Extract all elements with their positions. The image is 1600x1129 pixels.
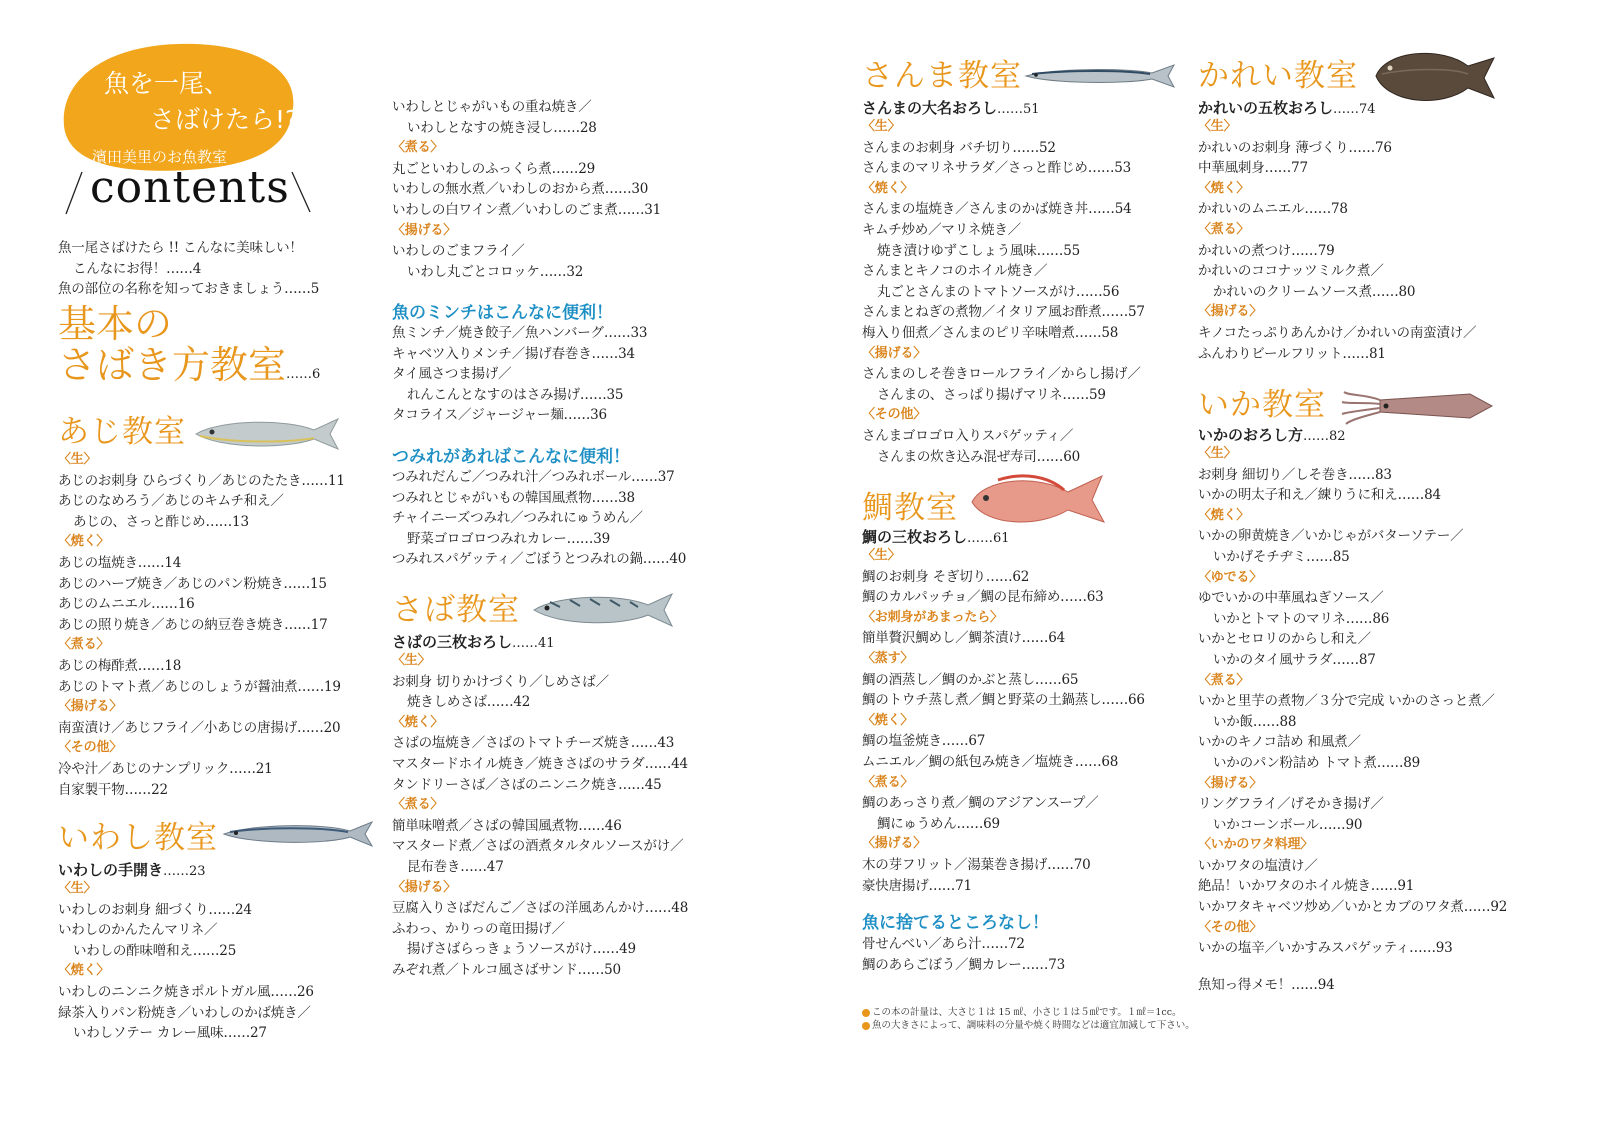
sanma-list	[862, 117, 1145, 467]
list-item: 豆腐入りさばだんご／さばの洋風あんかけ……48	[392, 900, 689, 917]
list-item: いかのタイ風サラダ……87	[1213, 651, 1376, 668]
note-2: 魚の大きさによって、調味料の分量や焼く時間などは適宜加減して下さい。	[872, 1020, 1195, 1031]
list-item: いわしとじゃがいもの重ね焼き／	[392, 99, 592, 115]
saba-sub-title: さばの三枚おろし	[392, 633, 513, 651]
notes	[862, 1006, 1195, 1032]
list-item: 昆布巻き……47	[407, 858, 504, 875]
list-item: 緑茶入りパン粉焼き／いわしのかば焼き／	[58, 1004, 311, 1021]
note-line	[862, 1006, 1195, 1019]
karei-list	[1198, 117, 1476, 364]
category-label: 〈生〉	[58, 452, 97, 467]
list-item: 鯛のあらごぼう／鯛カレー……73	[862, 956, 1065, 973]
list-item: かれいのお刺身 薄づくり……76	[1198, 139, 1392, 156]
list-item: あじの梅酢煮……18	[58, 657, 182, 674]
list-item: 丸ごとさんまのトマトソースがけ……56	[877, 283, 1120, 300]
category-label: 〈ゆでる〉	[1198, 569, 1263, 585]
tsumire-heading: つみれがあればこんなに便利！	[392, 447, 630, 467]
karei-heading: かれい教室	[1198, 58, 1358, 94]
list-item: 鯛のあっさり煮／鯛のアジアンスープ／	[862, 795, 1099, 812]
tai-sub-title: 鯛の三枚おろし	[862, 528, 968, 546]
category-label: 〈お刺身があまったら〉	[862, 609, 1003, 625]
category-label: 〈その他〉	[862, 407, 927, 423]
list-item: マスタード煮／さばの酒煮タルタルソースがけ／	[392, 838, 684, 855]
list-item: タコライス／ジャージャー麺……36	[392, 407, 607, 424]
category-label: 〈煮る〉	[392, 140, 444, 156]
category-label: 〈揚げる〉	[58, 699, 123, 715]
sanma-sub-title: さんまの大名おろし	[862, 99, 998, 117]
category-label: 〈その他〉	[1198, 919, 1263, 935]
list-item: あじのなめろう／あじのキムチ和え／	[58, 493, 284, 510]
karei-fish-icon	[1372, 44, 1497, 110]
list-item: かれいのムニエル……78	[1198, 201, 1348, 218]
intro-item: 魚一尾さばけたら !! こんなに美味しい！	[58, 240, 303, 256]
note-1: この本の計量は、大さじ１は 15 ㎖、小さじ１は５㎖です。１㎖＝1cc。	[872, 1007, 1182, 1018]
list-item: 豪快唐揚げ……71	[862, 877, 972, 894]
category-label: 〈揚げる〉	[862, 345, 927, 361]
category-label: 〈焼く〉	[1198, 180, 1250, 196]
list-item: タイ風さつま揚げ／	[392, 366, 512, 383]
list-item: 焼き漬けゆずこしょう風味……55	[877, 242, 1080, 259]
list-item: あじのハーブ焼き／あじのパン粉焼き……15	[58, 575, 327, 592]
category-label: 〈煮る〉	[58, 637, 110, 653]
list-item: ふんわりビールフリット……81	[1198, 345, 1386, 362]
list-item: 簡単贅沢鯛めし／鯛茶漬け……64	[862, 630, 1065, 647]
category-label: 〈焼く〉	[862, 180, 914, 196]
list-item: つみれとじゃがいもの韓国風煮物……38	[392, 489, 635, 506]
list-item: リングフライ／げそかき揚げ／	[1198, 796, 1384, 813]
list-item: いか飯……88	[1213, 713, 1297, 730]
category-label: 〈焼く〉	[862, 712, 914, 728]
karei-sub-title: かれいの五枚おろし	[1198, 99, 1334, 117]
list-item: いわしの白ワイン煮／いわしのごま煮……31	[392, 201, 662, 218]
iwashi-sub-title: いわしの手開き	[58, 861, 164, 879]
col2-list	[392, 97, 661, 282]
category-label: 〈いかのワタ料理〉	[1198, 837, 1314, 853]
title-block	[58, 38, 318, 213]
saba-heading: さば教室	[392, 592, 520, 628]
category-label: 〈焼く〉	[58, 963, 110, 979]
iwashi-sub-page: ……23	[163, 864, 206, 879]
list-item: 簡単味噌煮／さばの韓国風煮物……46	[392, 817, 622, 834]
list-item: いわしの無水煮／いわしのおから煮……30	[392, 181, 649, 198]
list-item: ふわっ、かりっの竜田揚げ／	[392, 920, 565, 937]
list-item: いかとセロリのからし和え／	[1198, 631, 1371, 648]
list-item: 野菜ゴロゴロつみれカレー……39	[407, 530, 610, 547]
list-item: さんまの、さっぱり揚げマリネ……59	[877, 386, 1106, 403]
list-item: 鯛にゅうめん……69	[877, 815, 1000, 832]
list-item: ゆでいかの中華風ねぎソース／	[1198, 590, 1384, 607]
category-label: 〈焼く〉	[1198, 507, 1250, 523]
category-label: 〈生〉	[862, 119, 901, 134]
list-item: さんまのマリネサラダ／さっと酢じめ……53	[862, 160, 1132, 177]
category-label: 〈揚げる〉	[392, 222, 457, 238]
iwashi-list	[58, 879, 314, 1044]
intro-item: 魚の部位の名称を知っておきましょう……5	[58, 281, 320, 298]
list-item: お刺身 切りかけづくり／しめさば／	[392, 673, 609, 690]
list-item: さんまとねぎの煮物／イタリア風お酢煮……57	[862, 304, 1145, 321]
basic-heading-row	[58, 344, 320, 386]
list-item: さんまの炊き込み混ぜ寿司……60	[877, 448, 1080, 465]
tai-fish-icon	[968, 470, 1108, 530]
title-line-1: 魚を一尾、	[104, 69, 230, 98]
note-line	[862, 1019, 1195, 1032]
list-item: あじのムニエル……16	[58, 596, 195, 613]
list-item: いわしの酢味噌和え……25	[73, 942, 237, 959]
bullet-icon	[862, 1009, 870, 1017]
list-item: いわしのお刺身 細づくり……24	[58, 901, 252, 918]
list-item: かれいのココナッツミルク煮／	[1198, 263, 1384, 280]
list-item: マスタードホイル焼き／焼きさばのサラダ……44	[392, 755, 688, 772]
list-item: あじのトマト煮／あじのしょうが醤油煮……19	[58, 678, 341, 695]
list-item: キノコたっぷりあんかけ／かれいの南蛮漬け／	[1198, 324, 1477, 341]
list-item: 丸ごといわしのふっくら煮……29	[392, 160, 595, 177]
list-item: いわしのニンニク焼きポルトガル風……26	[58, 983, 314, 1000]
basic-page: ……6	[286, 367, 321, 382]
category-label: 〈生〉	[862, 548, 901, 563]
list-item: かれいのクリームソース煮……80	[1213, 283, 1416, 300]
list-item: みぞれ煮／トルコ風さばサンド……50	[392, 961, 621, 978]
list-item: さんまの塩焼き／さんまのかば焼き丼……54	[862, 201, 1132, 218]
list-item: 冷や汁／あじのナンプリック……21	[58, 760, 273, 777]
minchi-heading: 魚のミンチはこんなに便利！	[392, 303, 613, 323]
ika-list	[1198, 444, 1507, 959]
category-label: 〈その他〉	[58, 740, 123, 756]
list-item: さんまのお刺身 バチ切り……52	[862, 139, 1056, 156]
list-item: あじの、さっと酢じめ……13	[73, 513, 249, 530]
list-item: 梅入り佃煮／さんまのピリ辛味噌煮……58	[862, 324, 1119, 341]
contents-word: contents	[90, 162, 290, 213]
list-item: つみれだんご／つみれ汁／つみれボール……37	[392, 469, 675, 485]
list-item: 自家製干物……22	[58, 781, 168, 798]
list-item: いかコーンボール……90	[1213, 816, 1363, 833]
list-item: あじの照り焼き／あじの納豆巻き焼き……17	[58, 616, 328, 633]
category-label: 〈生〉	[392, 653, 431, 668]
bullet-icon	[862, 1022, 870, 1030]
title-line-2: さばけたら!?	[150, 105, 299, 134]
list-item: いかげそチヂミ……85	[1213, 548, 1350, 565]
intro-item: こんなにお得！……4	[73, 260, 202, 277]
category-label: 〈揚げる〉	[392, 879, 457, 895]
sanma-heading: さんま教室	[862, 58, 1022, 94]
list-item: お刺身 細切り／しそ巻き……83	[1198, 466, 1392, 483]
list-item: いかワタの塩漬け／	[1198, 857, 1318, 874]
sanma-sub-page: ……51	[997, 102, 1040, 117]
list-item: いわしのかんたんマリネ／	[58, 922, 218, 939]
list-item: つみれスパゲッティ／ごぼうとつみれの鍋……40	[392, 551, 687, 568]
list-item: 鯛のトウチ蒸し煮／鯛と野菜の土鍋蒸し……66	[862, 692, 1145, 709]
category-label: 〈揚げる〉	[1198, 304, 1263, 320]
aji-list	[58, 450, 345, 800]
category-label: 〈蒸す〉	[862, 650, 914, 666]
list-item: いわしとなすの焼き浸し……28	[407, 119, 597, 136]
ika-squid-icon	[1340, 386, 1495, 426]
category-label: 〈煮る〉	[1198, 221, 1250, 237]
intro-list	[58, 238, 319, 300]
title-subtitle: 濱田美里のお魚教室	[92, 148, 228, 166]
list-item: さばの塩焼き／さばのトマトチーズ焼き……43	[392, 735, 675, 752]
list-item: キャベツ入りメンチ／揚げ春巻き……34	[392, 345, 635, 362]
list-item: タンドリーさば／さばのニンニク焼き……45	[392, 776, 662, 793]
list-item: 揚げさばらっきょうソースがけ……49	[407, 941, 636, 958]
list-item: 木の芽フリット／湯葉巻き揚げ……70	[862, 856, 1091, 873]
basic-heading	[58, 304, 320, 386]
list-item: 鯛のカルパッチョ／鯛の昆布締め……63	[862, 589, 1104, 606]
list-item: あじの塩焼き……14	[58, 554, 182, 571]
list-item: いかの明太子和え／練りうに和え……84	[1198, 487, 1441, 504]
list-item: 骨せんべい／あら汁……72	[862, 936, 1025, 952]
list-item: いわしソテー カレー風味……27	[73, 1025, 267, 1042]
minchi-list	[392, 323, 647, 426]
sute-list	[862, 934, 1065, 975]
list-item: いかと里芋の煮物／３分で完成 いかのさっと煮／	[1198, 693, 1495, 710]
category-label: 〈煮る〉	[862, 774, 914, 790]
iwashi-fish-icon	[220, 818, 375, 850]
list-item: あじのお刺身 ひらづくり／あじのたたき……11	[58, 472, 345, 489]
category-label: 〈生〉	[1198, 119, 1237, 134]
list-item: さんまのしそ巻きロールフライ／からし揚げ／	[862, 366, 1141, 383]
list-item: 鯛の塩釜焼き……67	[862, 733, 986, 750]
list-item: かれいの煮つけ……79	[1198, 242, 1335, 259]
iwashi-heading: いわし教室	[58, 820, 218, 856]
list-item: 鯛のお刺身 そぎ切り……62	[862, 568, 1030, 585]
list-item: いわし丸ごとコロッケ……32	[407, 263, 584, 280]
category-label: 〈煮る〉	[1198, 672, 1250, 688]
list-item: 魚ミンチ／焼き餃子／魚ハンバーグ……33	[392, 325, 648, 341]
list-item: いわしのごまフライ／	[392, 243, 525, 260]
list-item: 焼きしめさば……42	[407, 694, 531, 711]
list-item: 鯛の酒蒸し／鯛のかぶと蒸し……65	[862, 671, 1079, 688]
tai-sub-page: ……61	[967, 531, 1010, 546]
list-item: ムニエル／鯛の紙包み焼き／塩焼き……68	[862, 753, 1119, 770]
list-item: いかのキノコ詰め 和風煮／	[1198, 734, 1361, 751]
list-item: 中華風刺身……77	[1198, 160, 1308, 177]
list-item: れんこんとなすのはさみ揚げ……35	[407, 386, 624, 403]
list-item: いかワタキャベツ炒め／いかとカブのワタ煮……92	[1198, 899, 1508, 916]
list-item: いかの卵黄焼き／いかじゃがバターソテー／	[1198, 528, 1464, 545]
list-item: 絶品！いかワタのホイル焼き……91	[1198, 878, 1415, 895]
tai-heading: 鯛教室	[862, 490, 958, 526]
category-label: 〈焼く〉	[392, 714, 444, 730]
basic-heading-line-1: 基本の	[58, 302, 173, 346]
category-label: 〈焼く〉	[58, 534, 110, 550]
list-item: チャイニーズつみれ／つみれにゅうめん／	[392, 510, 643, 527]
ika-sub-page: ……82	[1303, 429, 1346, 444]
tai-list	[862, 546, 1145, 896]
aji-heading: あじ教室	[58, 414, 186, 450]
list-item: さんまとキノコのホイル焼き／	[862, 263, 1048, 280]
tsumire-list	[392, 467, 686, 570]
list-item: キムチ炒め／マリネ焼き／	[862, 221, 1021, 238]
list-item: さんまゴロゴロ入りスパゲッティ／	[862, 427, 1074, 444]
aji-fish-icon	[192, 414, 342, 454]
ika-sub-title: いかのおろし方	[1198, 426, 1304, 444]
category-label: 〈揚げる〉	[1198, 775, 1263, 791]
list-item: いかとトマトのマリネ……86	[1213, 610, 1390, 627]
basic-heading-line-2: さばき方教室	[58, 343, 287, 387]
karei-sub-page: ……74	[1333, 102, 1376, 117]
category-label: 〈揚げる〉	[862, 836, 927, 852]
sanma-fish-icon	[1024, 62, 1176, 90]
category-label: 〈生〉	[58, 881, 97, 896]
list-item: いかのパン粉詰め トマト煮……89	[1213, 754, 1421, 771]
saba-sub-page: ……41	[512, 636, 555, 651]
list-item: いかの塩辛／いかすみスパゲッティ……93	[1198, 940, 1453, 957]
category-label: 〈煮る〉	[392, 797, 444, 813]
sute-heading: 魚に捨てるところなし！	[862, 913, 1049, 933]
category-label: 〈生〉	[1198, 446, 1237, 461]
ika-heading: いか教室	[1198, 387, 1326, 423]
saba-list	[392, 651, 688, 981]
ika-memo: 魚知っ得メモ！……94	[1198, 977, 1335, 993]
list-item: 南蛮漬け／あじフライ／小あじの唐揚げ……20	[58, 719, 341, 736]
saba-fish-icon	[530, 590, 675, 630]
